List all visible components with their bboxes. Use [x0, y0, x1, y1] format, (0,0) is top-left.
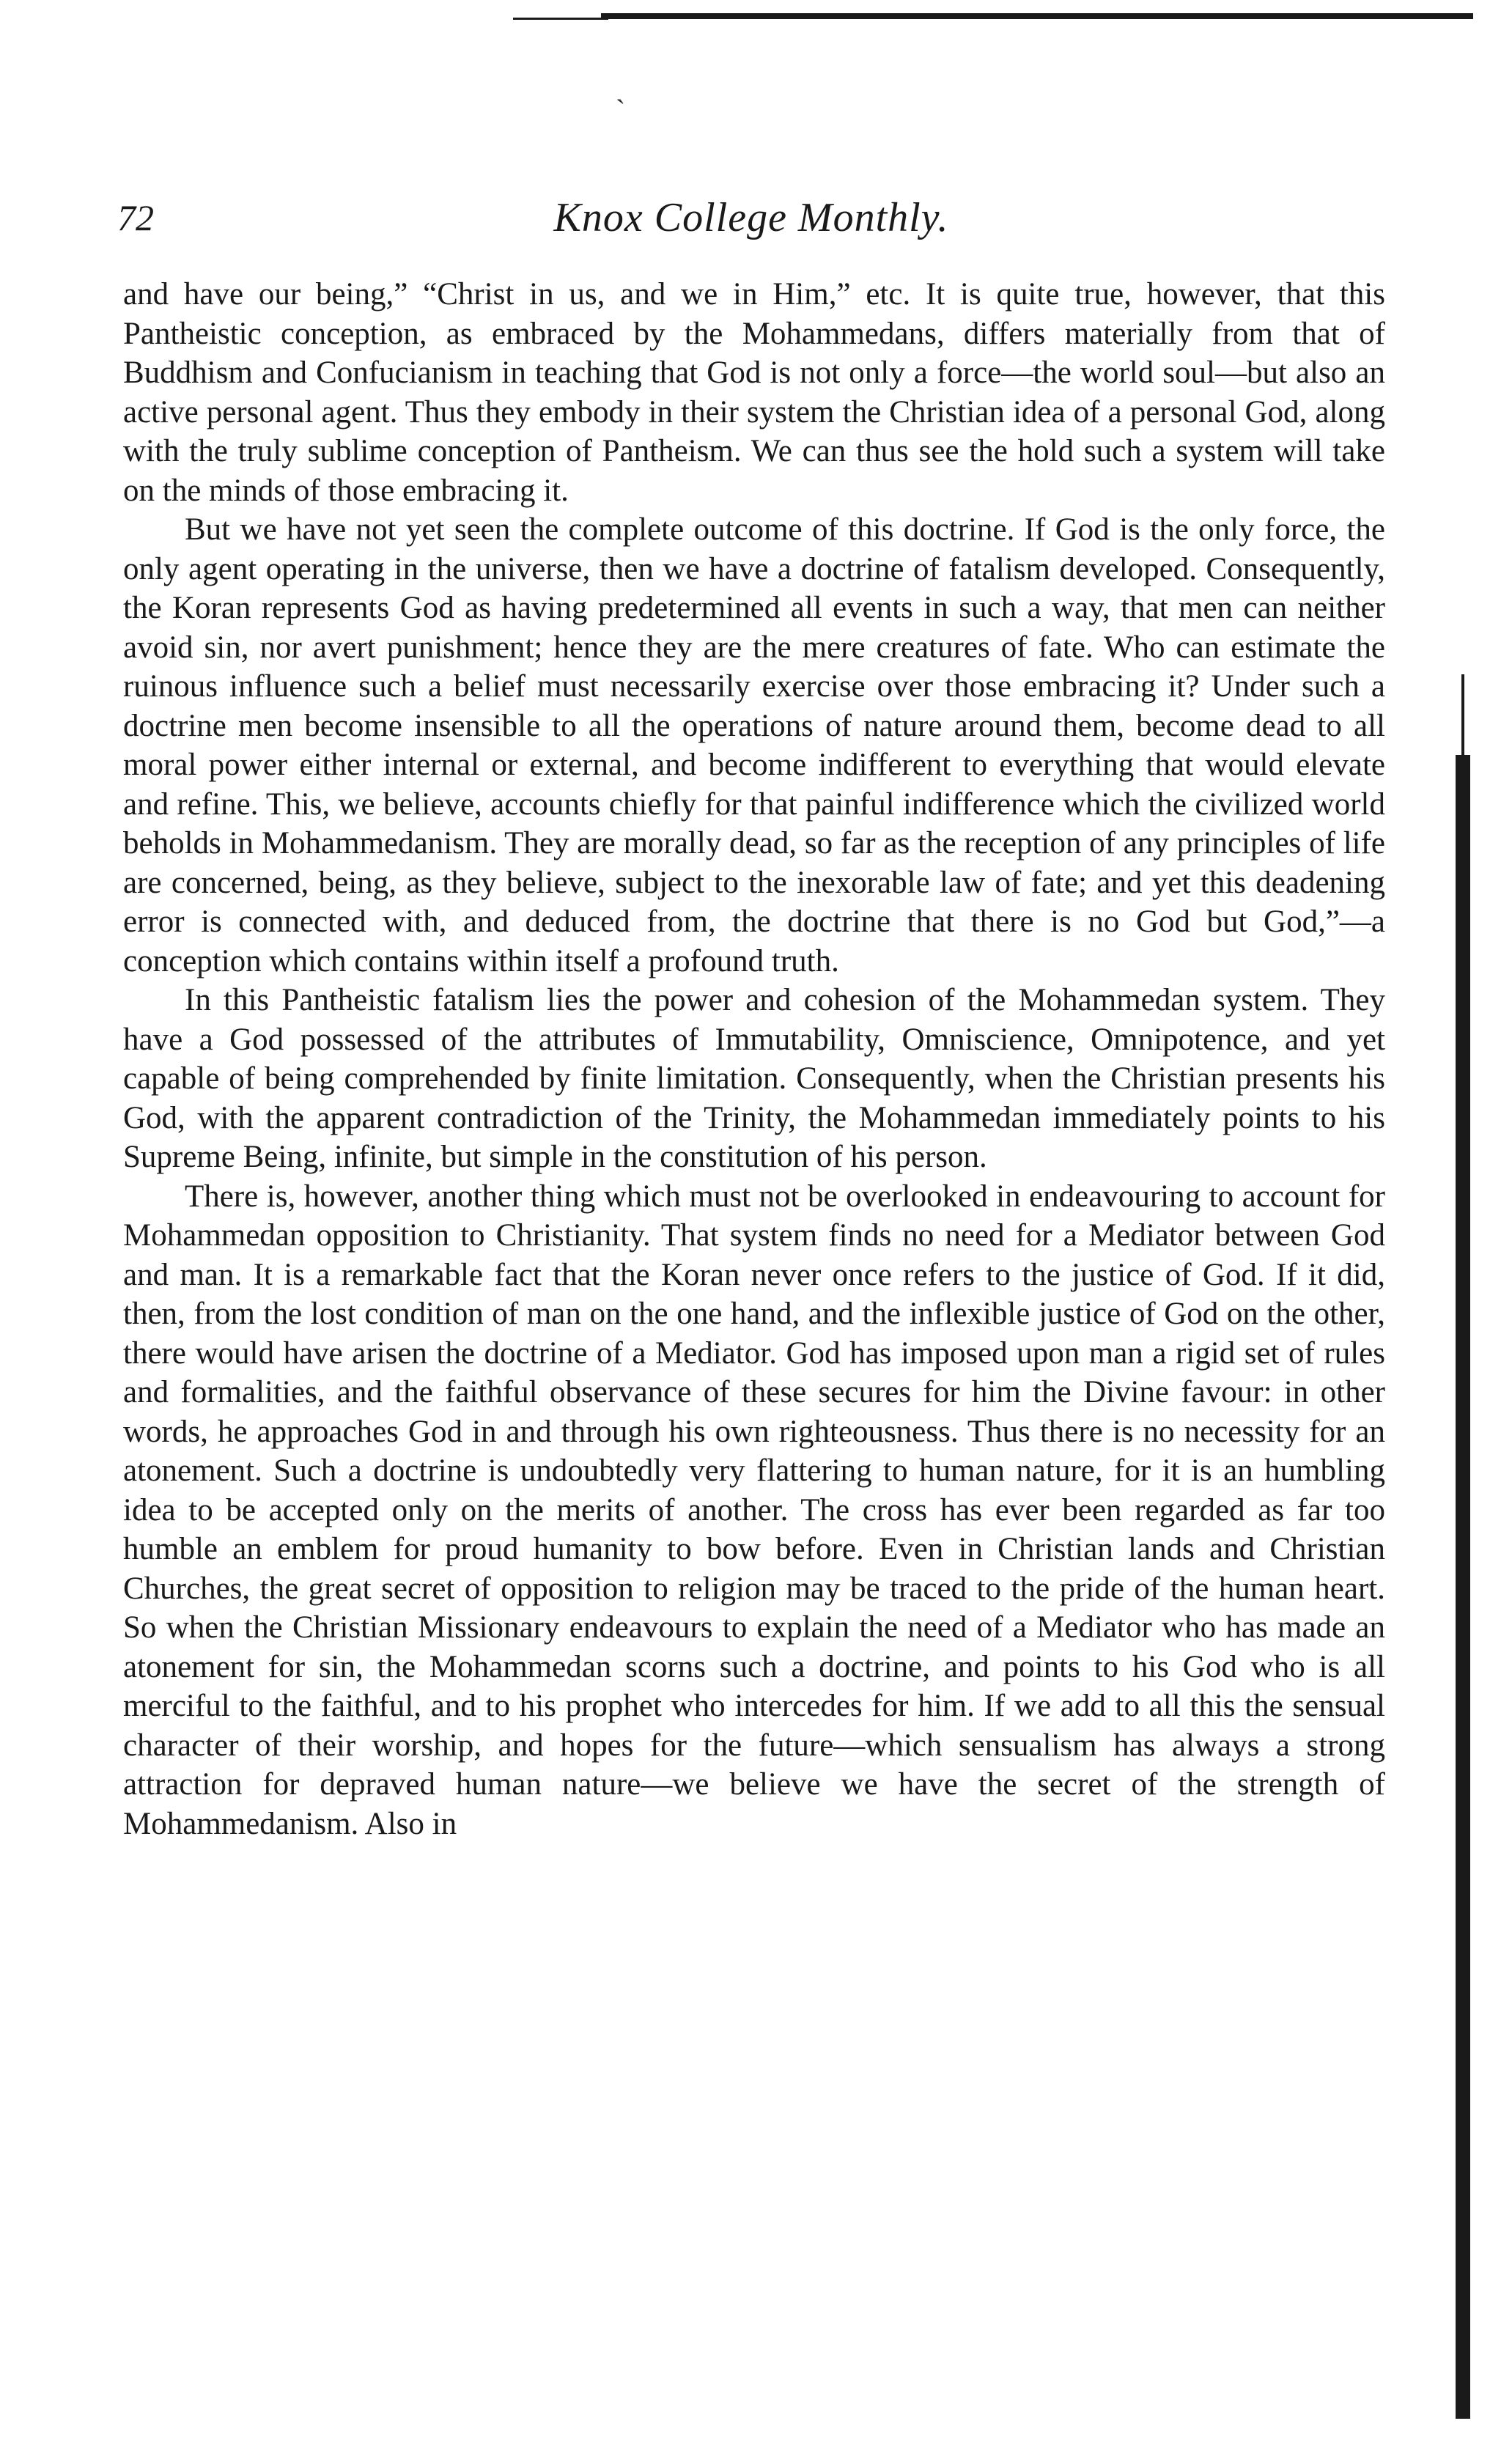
paragraph-3: In this Pantheistic fatalism lies the power and cohesion of the Mohammedan system. They have a God possessed of the attributes of Immutability, Omniscience, Omnipotence, and yet capable of being comprehended by finite limitation. Consequently, when the Christian presents his God, with the apparent contradiction of the Trinity, the Mohammedan immediately points to his Supreme Being, infinite, but simple in the constitution of his person.: [123, 983, 1385, 1174]
body-text: [123, 275, 1385, 1843]
running-head: Knox College Monthly.: [553, 195, 949, 240]
scan-mark: ˎ: [616, 71, 626, 104]
paragraph-4: There is, however, another thing which must not be overlooked in endeavouring to account for Mohammedan opposition to Christianity. That system finds no need for a Mediator between God and man. It is a remarkable fact that the Koran never once refers to the justice of God. If it did, then, from the lost condition of man on the one hand, and the inflexible justice of God on the other, there would have arisen the doctrine of a Mediator. God has imposed upon man a rigid set of rules and formalities, and the faithful observance of these secures for him the Divine favour: in other words, he approaches God in and through his own righteousness. Thus there is no necessity for an atonement. Such a doctrine is undoubtedly very flattering to human nature, for it is an humbling idea to be accepted only on the merits of another. The cross has ever been regarded as far too humble an emblem for proud humanity to bow before. Even in Christian lands and Christian Churches, the great secret of opposition to religion may be traced to the pride of the human heart. So when the Christian Missionary endeavours to explain the need of a Mediator who has made an atonement for sin, the Mohammedan scorns such a doctrine, and points to his God who is all merciful to the faithful, and to his prophet who intercedes for him. If we add to all this the sensual character of their worship, and hopes for the future—which sensualism has always a strong attraction for depraved human nature—we believe we have the secret of the strength of Mohammedanism. Also in: [123, 1179, 1385, 1841]
right-edge-mark-thin: [1461, 674, 1464, 755]
page-header: [117, 192, 1385, 243]
top-rule: [601, 13, 1473, 19]
paragraph-1: and have our being,” “Christ in us, and we in Him,” etc. It is quite true, however, that this Pantheistic conception, as embraced by the Mohammedans, differs materially from that of Buddhism and Confucianism in teaching that God is not only a force—the world soul—but also an active personal agent. Thus they embody in their system the Christian idea of a personal God, along with the truly sublime conception of Pantheism. We can thus see the hold such a system will take on the minds of those embracing it.: [123, 277, 1385, 508]
top-rule-thin: [513, 18, 608, 20]
page-number: 72: [117, 197, 154, 238]
paragraph-2: But we have not yet seen the complete outcome of this doctrine. If God is the only force, the only agent operating in the universe, then we have a doctrine of fatalism developed. Consequently, the Koran represents God as having predetermined all events in such a way, that men can neither avoid sin, nor avert punishment; hence they are the mere creatures of fate. Who can estimate the ruinous influence such a belief must necessarily exercise over those embracing it? Under such a doctrine men become insensible to all the operations of nature around them, become dead to all moral power either internal or external, and become indifferent to everything that would elevate and refine. This, we believe, accounts chiefly for that painful indifference which the civilized world beholds in Mohammedanism. They are morally dead, so far as the reception of any principles of life are concerned, being, as they believe, subject to the inexorable law of fate; and yet this deadening error is connected with, and deduced from, the doctrine that there is no God but God,”—a conception which contains within itself a profound truth.: [123, 512, 1385, 978]
right-edge-mark: [1456, 755, 1470, 2419]
